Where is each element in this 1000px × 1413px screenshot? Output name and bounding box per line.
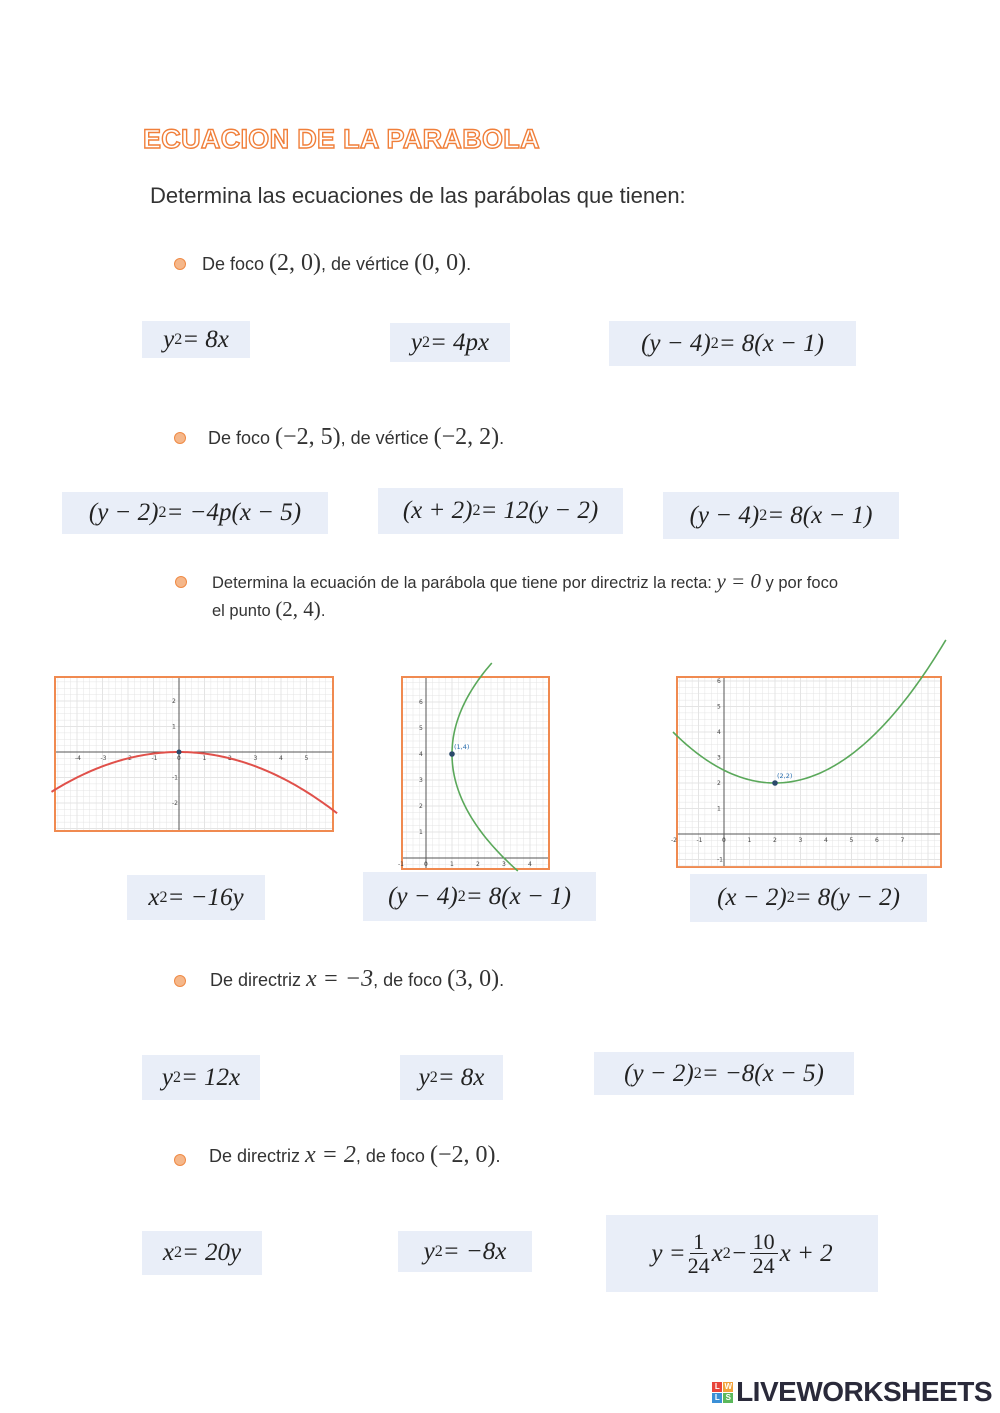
- bullet-icon: [174, 975, 186, 987]
- x-tick-label: 4: [824, 837, 828, 844]
- y-tick-label: 5: [717, 703, 721, 711]
- instructions: Determina las ecuaciones de las parábolas que tienen:: [150, 183, 686, 208]
- answer-option-2b[interactable]: (x + 2) 2 = 12(y − 2): [378, 488, 623, 534]
- bullet-icon: [174, 432, 186, 444]
- x-tick-label: 6: [875, 837, 879, 844]
- y-tick-label: 1: [419, 829, 423, 836]
- x-tick-label: 2: [228, 755, 232, 762]
- bullet-icon: [175, 576, 187, 588]
- x-tick-label: 1: [450, 861, 454, 868]
- x-tick-label: 1: [202, 755, 207, 762]
- x-tick-label: 2: [476, 861, 480, 868]
- x-tick-label: 5: [304, 755, 309, 762]
- x-tick-label: 3: [798, 837, 803, 844]
- y-tick-label: -1: [172, 774, 178, 782]
- x-tick-label: 4: [279, 755, 283, 762]
- parabola-curve: [52, 752, 338, 813]
- graph-3[interactable]: [671, 676, 942, 868]
- x-tick-label: -1: [398, 861, 404, 868]
- fraction: $\frac{10}{24}$: [750, 1230, 778, 1277]
- y-tick-label: 6: [419, 699, 423, 706]
- x-tick-label: -1: [151, 755, 158, 762]
- y-tick-label: 4: [419, 751, 423, 758]
- x-tick-label: 3: [502, 861, 506, 868]
- x-tick-label: 2: [773, 837, 777, 844]
- bullet-icon: [174, 258, 186, 270]
- answer-option-1a[interactable]: y 2 = 8x: [142, 321, 250, 358]
- y-tick-label: 2: [717, 780, 721, 787]
- answer-option-1b[interactable]: y 2 = 4px: [390, 323, 510, 362]
- y-tick-label: 3: [717, 754, 721, 762]
- parabola-curve: [673, 640, 946, 783]
- answer-option-3b[interactable]: (y − 4) 2 = 8(x − 1): [363, 872, 596, 921]
- y-tick-label: 1: [172, 723, 176, 731]
- y-tick-label: 3: [419, 777, 423, 784]
- point-label: (1,4): [454, 743, 470, 751]
- y-tick-label: 6: [717, 678, 721, 685]
- liveworksheets-logo: L W L S LIVEWORKSHEETS: [712, 1376, 992, 1408]
- answer-option-5b[interactable]: y 2 = −8x: [398, 1231, 532, 1272]
- x-tick-label: 0: [177, 755, 181, 762]
- fraction: $\frac{1}{24}$: [687, 1228, 710, 1278]
- answer-option-2c[interactable]: (y − 4) 2 = 8(x − 1): [663, 492, 899, 539]
- x-tick-label: 7: [900, 837, 905, 844]
- question-2: De foco (−2, 5), de vértice (−2, 2).: [208, 424, 505, 450]
- y-tick-label: 2: [172, 698, 176, 705]
- x-tick-label: 0: [424, 861, 428, 868]
- y-tick-label: -2: [172, 800, 178, 807]
- x-tick-label: 1: [747, 837, 752, 844]
- y-tick-label: 5: [419, 725, 423, 732]
- vertex-point: [177, 750, 182, 755]
- x-tick-label: 5: [849, 837, 854, 844]
- answer-option-4b[interactable]: y 2 = 8x: [400, 1055, 503, 1100]
- y-tick-label: 2: [419, 803, 423, 810]
- answer-option-3a[interactable]: x 2 = −16y: [127, 875, 265, 920]
- y-tick-label: 1: [717, 805, 721, 813]
- y-tick-label: 4: [717, 729, 721, 736]
- question-5: De directriz x = 2, de foco (−2, 0).: [209, 1142, 501, 1168]
- x-tick-label: -3: [100, 755, 107, 762]
- x-tick-label: -2: [126, 755, 132, 762]
- answer-option-1c[interactable]: (y − 4) 2 = 8(x − 1): [609, 321, 856, 366]
- graph-1[interactable]: [54, 676, 334, 832]
- y-tick-label: -1: [717, 856, 723, 864]
- x-tick-label: 3: [253, 755, 258, 762]
- question-4: De directriz x = −3, de foco (3, 0).: [210, 966, 505, 992]
- answer-option-4a[interactable]: y 2 = 12x: [142, 1055, 260, 1100]
- answer-option-3c[interactable]: (x − 2) 2 = 8(y − 2): [690, 874, 927, 922]
- x-tick-label: -2: [671, 837, 677, 844]
- vertex-point: [772, 780, 778, 786]
- answer-option-4c[interactable]: (y − 2) 2 = −8(x − 5): [594, 1052, 854, 1095]
- vertex-point: [449, 751, 455, 757]
- logo-badge-icon: L W L S: [712, 1382, 733, 1403]
- x-tick-label: -1: [696, 837, 703, 844]
- answer-option-5c[interactable]: y = $\frac{1}{24}$ x 2 − $\frac{10}{24}$ x + 2: [606, 1215, 878, 1292]
- question-3: Determina la ecuación de la parábola que tiene por directriz la recta: y = 0 y por foco el punto (2, 4).: [212, 569, 838, 621]
- page-title: ECUACION DE LA PARABOLA: [143, 124, 540, 154]
- question-1: De foco (2, 0), de vértice (0, 0).: [202, 250, 472, 276]
- graph-2[interactable]: [398, 676, 550, 870]
- answer-option-2a[interactable]: (y − 2) 2 = −4p(x − 5): [62, 492, 328, 534]
- x-tick-label: -4: [75, 755, 81, 762]
- x-tick-label: 4: [528, 861, 532, 868]
- x-tick-label: 0: [722, 837, 726, 844]
- bullet-icon: [174, 1154, 186, 1166]
- answer-option-5a[interactable]: x 2 = 20y: [142, 1231, 262, 1275]
- point-label: (2,2): [777, 772, 793, 780]
